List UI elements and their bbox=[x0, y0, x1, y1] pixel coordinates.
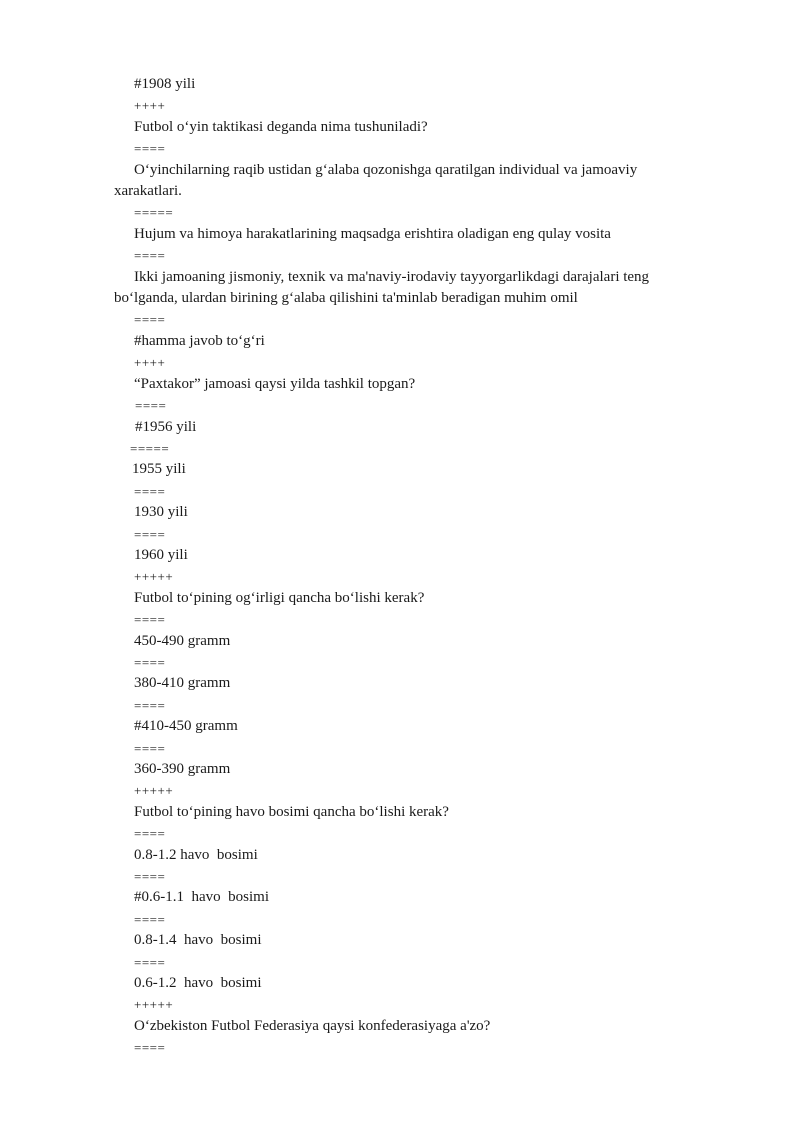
separator-line: ==== bbox=[134, 1040, 166, 1056]
document-line: #1956 yili bbox=[135, 418, 197, 435]
separator-line: ++++ bbox=[134, 98, 166, 114]
document-line: Futbol to‘pining havo bosimi qancha bo‘lishi kerak? bbox=[134, 803, 449, 820]
document-line: 0.8-1.2 havo bosimi bbox=[134, 846, 258, 863]
document-line: Hujum va himoya harakatlarining maqsadga erishtira oladigan eng qulay vosita bbox=[134, 225, 611, 242]
separator-line: ==== bbox=[134, 141, 166, 157]
separator-line: ==== bbox=[134, 612, 166, 628]
document-line: #0.6-1.1 havo bosimi bbox=[134, 889, 269, 906]
separator-line: ==== bbox=[134, 312, 166, 328]
separator-line: +++++ bbox=[134, 783, 174, 799]
separator-line: ==== bbox=[134, 483, 166, 499]
document-line: 1960 yili bbox=[134, 546, 188, 563]
document-page bbox=[0, 74, 800, 1059]
document-line: 0.6-1.2 havo bosimi bbox=[134, 975, 262, 992]
separator-line: ==== bbox=[134, 911, 166, 927]
document-line: 0.8-1.4 havo bosimi bbox=[134, 932, 262, 949]
separator-line: ===== bbox=[134, 205, 174, 221]
document-line: Futbol o‘yin taktikasi deganda nima tushuniladi? bbox=[134, 118, 428, 135]
document-line: #1908 yili bbox=[134, 76, 196, 92]
separator-line: ==== bbox=[134, 526, 166, 542]
document-line: #410-450 gramm bbox=[134, 718, 238, 735]
document-paragraph: Ikki jamoaning jismoniy, texnik va ma'naviy-irodaviy tayyorgarlikdagi darajalari teng bo‘lganda, ulardan birining g‘alaba qilishini ta'minlab beradigan muhim omil bbox=[114, 268, 653, 307]
separator-line: ==== bbox=[134, 654, 166, 670]
document-paragraph: O‘yinchilarning raqib ustidan g‘alaba qozonishga qaratilgan individual va jamoaviy xarakatlari. bbox=[114, 161, 641, 200]
document-line: 380-410 gramm bbox=[134, 675, 231, 692]
document-line: “Paxtakor” jamoasi qaysi yilda tashkil topgan? bbox=[134, 375, 416, 392]
separator-line: ==== bbox=[134, 697, 166, 713]
document-line: 1955 yili bbox=[132, 461, 186, 478]
separator-line: +++++ bbox=[134, 997, 174, 1013]
document-line: 1930 yili bbox=[134, 504, 188, 521]
separator-line: ==== bbox=[134, 869, 166, 885]
separator-line: +++++ bbox=[134, 569, 174, 585]
document-line: 450-490 gramm bbox=[134, 632, 231, 649]
document-line: #hamma javob to‘g‘ri bbox=[134, 332, 265, 349]
separator-line: ==== bbox=[134, 248, 166, 264]
document-line: Futbol to‘pining og‘irligi qancha bo‘lishi kerak? bbox=[134, 589, 425, 606]
separator-line: ==== bbox=[134, 740, 166, 756]
separator-line: ==== bbox=[134, 954, 166, 970]
document-line: 360-390 gramm bbox=[134, 761, 231, 777]
separator-line: ==== bbox=[134, 826, 166, 842]
separator-line: ++++ bbox=[134, 355, 166, 371]
document-line: O‘zbekiston Futbol Federasiya qaysi konfederasiyaga a'zo? bbox=[134, 1017, 491, 1034]
separator-line: ==== bbox=[135, 398, 167, 414]
separator-line: ===== bbox=[130, 440, 170, 456]
